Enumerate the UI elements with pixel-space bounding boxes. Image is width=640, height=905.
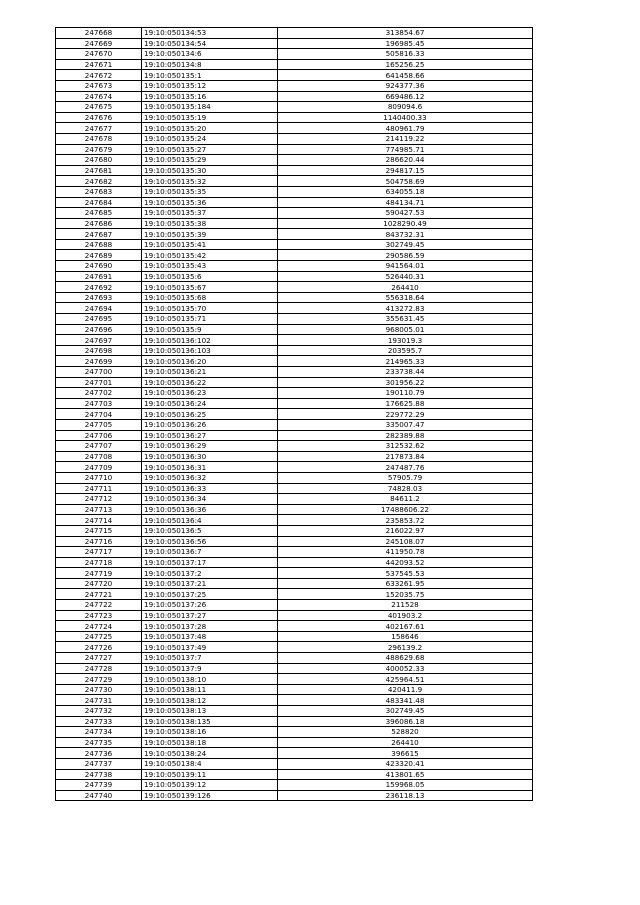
row-number-cell: 247720	[56, 578, 142, 589]
cadastral-number-cell: 19:10:050135:41	[142, 239, 278, 250]
row-number-cell: 247713	[56, 504, 142, 515]
cadastral-number-cell: 19:10:050137:48	[142, 631, 278, 642]
cadastral-number-cell: 19:10:050137:26	[142, 600, 278, 611]
value-cell: 247487.76	[278, 462, 533, 473]
table-row	[56, 112, 533, 123]
table-row	[56, 462, 533, 473]
table-row	[56, 303, 533, 314]
row-number-cell: 247733	[56, 716, 142, 727]
row-number-cell: 247695	[56, 314, 142, 325]
row-number-cell: 247705	[56, 419, 142, 430]
table-row	[56, 367, 533, 378]
row-number-cell: 247737	[56, 758, 142, 769]
table-row	[56, 133, 533, 144]
cadastral-number-cell: 19:10:050136:24	[142, 398, 278, 409]
cadastral-number-cell: 19:10:050138:11	[142, 684, 278, 695]
cadastral-number-cell: 19:10:050137:49	[142, 642, 278, 653]
table-row	[56, 483, 533, 494]
value-cell: 484134.71	[278, 197, 533, 208]
cadastral-number-cell: 19:10:050137:9	[142, 663, 278, 674]
value-cell: 294817.15	[278, 165, 533, 176]
value-cell: 924377.36	[278, 80, 533, 91]
value-cell: 290586.59	[278, 250, 533, 261]
table-row	[56, 790, 533, 801]
row-number-cell: 247671	[56, 59, 142, 70]
cadastral-number-cell: 19:10:050136:30	[142, 451, 278, 462]
value-cell: 355631.45	[278, 314, 533, 325]
value-cell: 193019.3	[278, 335, 533, 346]
cadastral-number-cell: 19:10:050135:12	[142, 80, 278, 91]
table-row	[56, 49, 533, 60]
row-number-cell: 247668	[56, 28, 142, 39]
table-row	[56, 515, 533, 526]
row-number-cell: 247738	[56, 769, 142, 780]
cadastral-number-cell: 19:10:050136:7	[142, 547, 278, 558]
table-row	[56, 547, 533, 558]
table-row	[56, 684, 533, 695]
cadastral-number-cell: 19:10:050135:6	[142, 271, 278, 282]
table-row	[56, 186, 533, 197]
table-row	[56, 377, 533, 388]
cadastral-number-cell: 19:10:050139:11	[142, 769, 278, 780]
value-cell: 413272.83	[278, 303, 533, 314]
table-row	[56, 197, 533, 208]
value-cell: 301956.22	[278, 377, 533, 388]
table-row	[56, 335, 533, 346]
row-number-cell: 247683	[56, 186, 142, 197]
row-number-cell: 247736	[56, 748, 142, 759]
table-row	[56, 716, 533, 727]
cadastral-number-cell: 19:10:050136:23	[142, 388, 278, 399]
value-cell: 483341.48	[278, 695, 533, 706]
table-row	[56, 155, 533, 166]
value-cell: 941564.01	[278, 261, 533, 272]
value-cell: 413801.65	[278, 769, 533, 780]
row-number-cell: 247715	[56, 525, 142, 536]
cadastral-number-cell: 19:10:050136:29	[142, 441, 278, 452]
value-cell: 302749.45	[278, 706, 533, 717]
cadastral-number-cell: 19:10:050136:22	[142, 377, 278, 388]
table-row	[56, 388, 533, 399]
value-cell: 74828.03	[278, 483, 533, 494]
row-number-cell: 247728	[56, 663, 142, 674]
cadastral-number-cell: 19:10:050136:27	[142, 430, 278, 441]
row-number-cell: 247740	[56, 790, 142, 801]
row-number-cell: 247714	[56, 515, 142, 526]
cadastral-number-cell: 19:10:050138:16	[142, 727, 278, 738]
row-number-cell: 247698	[56, 345, 142, 356]
cadastral-number-cell: 19:10:050135:19	[142, 112, 278, 123]
table-row	[56, 229, 533, 240]
table-row	[56, 239, 533, 250]
value-cell: 396086.18	[278, 716, 533, 727]
row-number-cell: 247676	[56, 112, 142, 123]
table-row	[56, 271, 533, 282]
table-row	[56, 642, 533, 653]
table-row	[56, 419, 533, 430]
table-row	[56, 557, 533, 568]
row-number-cell: 247670	[56, 49, 142, 60]
value-cell: 641458.66	[278, 70, 533, 81]
row-number-cell: 247726	[56, 642, 142, 653]
row-number-cell: 247693	[56, 292, 142, 303]
table-row	[56, 59, 533, 70]
table-row	[56, 345, 533, 356]
table-row	[56, 176, 533, 187]
value-cell: 488629.68	[278, 653, 533, 664]
row-number-cell: 247725	[56, 631, 142, 642]
table-row	[56, 472, 533, 483]
cadastral-number-cell: 19:10:050138:12	[142, 695, 278, 706]
row-number-cell: 247718	[56, 557, 142, 568]
row-number-cell: 247686	[56, 218, 142, 229]
table-row	[56, 80, 533, 91]
cadastral-number-cell: 19:10:050135:24	[142, 133, 278, 144]
cadastral-number-cell: 19:10:050136:102	[142, 335, 278, 346]
table-row	[56, 578, 533, 589]
row-number-cell: 247708	[56, 451, 142, 462]
value-cell: 669486.12	[278, 91, 533, 102]
cadastral-number-cell: 19:10:050135:38	[142, 218, 278, 229]
row-number-cell: 247721	[56, 589, 142, 600]
value-cell: 401903.2	[278, 610, 533, 621]
cadastral-number-cell: 19:10:050135:32	[142, 176, 278, 187]
row-number-cell: 247722	[56, 600, 142, 611]
table-row	[56, 314, 533, 325]
value-cell: 556318.64	[278, 292, 533, 303]
cadastral-number-cell: 19:10:050135:16	[142, 91, 278, 102]
table-row	[56, 208, 533, 219]
row-number-cell: 247684	[56, 197, 142, 208]
value-cell: 425964.51	[278, 674, 533, 685]
cadastral-number-cell: 19:10:050137:21	[142, 578, 278, 589]
value-cell: 396615	[278, 748, 533, 759]
value-cell: 537545.53	[278, 568, 533, 579]
value-cell: 590427.53	[278, 208, 533, 219]
row-number-cell: 247716	[56, 536, 142, 547]
cadastral-number-cell: 19:10:050138:18	[142, 737, 278, 748]
row-number-cell: 247710	[56, 472, 142, 483]
value-cell: 420411.9	[278, 684, 533, 695]
cadastral-number-cell: 19:10:050135:37	[142, 208, 278, 219]
row-number-cell: 247712	[56, 494, 142, 505]
table-row	[56, 165, 533, 176]
table-row	[56, 123, 533, 134]
value-cell: 165256.25	[278, 59, 533, 70]
table-row	[56, 218, 533, 229]
cadastral-number-cell: 19:10:050135:71	[142, 314, 278, 325]
cadastral-number-cell: 19:10:050139:126	[142, 790, 278, 801]
value-cell: 528820	[278, 727, 533, 738]
row-number-cell: 247702	[56, 388, 142, 399]
row-number-cell: 247692	[56, 282, 142, 293]
cadastral-number-cell: 19:10:050136:21	[142, 367, 278, 378]
row-number-cell: 247719	[56, 568, 142, 579]
value-cell: 152035.75	[278, 589, 533, 600]
value-cell: 400052.33	[278, 663, 533, 674]
value-cell: 57905.79	[278, 472, 533, 483]
value-cell: 84611.2	[278, 494, 533, 505]
cadastral-number-cell: 19:10:050136:26	[142, 419, 278, 430]
value-cell: 504758.69	[278, 176, 533, 187]
row-number-cell: 247709	[56, 462, 142, 473]
row-number-cell: 247734	[56, 727, 142, 738]
cadastral-number-cell: 19:10:050135:36	[142, 197, 278, 208]
value-cell: 282389.88	[278, 430, 533, 441]
cadastral-number-cell: 19:10:050135:67	[142, 282, 278, 293]
cadastral-number-cell: 19:10:050135:70	[142, 303, 278, 314]
cadastral-number-cell: 19:10:050135:30	[142, 165, 278, 176]
row-number-cell: 247729	[56, 674, 142, 685]
value-cell: 411950.78	[278, 547, 533, 558]
value-cell: 158646	[278, 631, 533, 642]
cadastral-number-cell: 19:10:050134:54	[142, 38, 278, 49]
value-cell: 264410	[278, 737, 533, 748]
table-row	[56, 631, 533, 642]
value-cell: 236118.13	[278, 790, 533, 801]
cadastral-number-cell: 19:10:050135:39	[142, 229, 278, 240]
row-number-cell: 247703	[56, 398, 142, 409]
row-number-cell: 247739	[56, 780, 142, 791]
row-number-cell: 247706	[56, 430, 142, 441]
row-number-cell: 247694	[56, 303, 142, 314]
value-cell: 214119.22	[278, 133, 533, 144]
cadastral-number-cell: 19:10:050136:5	[142, 525, 278, 536]
table-body	[56, 28, 533, 801]
row-number-cell: 247681	[56, 165, 142, 176]
cadastral-number-cell: 19:10:050136:103	[142, 345, 278, 356]
cadastral-number-cell: 19:10:050135:29	[142, 155, 278, 166]
cadastral-number-cell: 19:10:050135:27	[142, 144, 278, 155]
table-row	[56, 494, 533, 505]
table-row	[56, 409, 533, 420]
value-cell: 176625.88	[278, 398, 533, 409]
cadastral-number-cell: 19:10:050135:42	[142, 250, 278, 261]
cadastral-number-cell: 19:10:050136:33	[142, 483, 278, 494]
row-number-cell: 247717	[56, 547, 142, 558]
value-cell: 302749.45	[278, 239, 533, 250]
value-cell: 1140400.33	[278, 112, 533, 123]
table-row	[56, 663, 533, 674]
cadastral-number-cell: 19:10:050138:10	[142, 674, 278, 685]
row-number-cell: 247673	[56, 80, 142, 91]
value-cell: 402167.61	[278, 621, 533, 632]
table-row	[56, 102, 533, 113]
table-row	[56, 525, 533, 536]
row-number-cell: 247697	[56, 335, 142, 346]
table-row	[56, 600, 533, 611]
row-number-cell: 247701	[56, 377, 142, 388]
table-row	[56, 589, 533, 600]
cadastral-number-cell: 19:10:050136:4	[142, 515, 278, 526]
value-cell: 809094.6	[278, 102, 533, 113]
value-cell: 17488606.22	[278, 504, 533, 515]
table-row	[56, 38, 533, 49]
value-cell: 216022.97	[278, 525, 533, 536]
table-row	[56, 292, 533, 303]
table-row	[56, 28, 533, 39]
row-number-cell: 247704	[56, 409, 142, 420]
row-number-cell: 247711	[56, 483, 142, 494]
cadastral-number-cell: 19:10:050135:184	[142, 102, 278, 113]
value-cell: 505816.33	[278, 49, 533, 60]
table-row	[56, 674, 533, 685]
value-cell: 312532.62	[278, 441, 533, 452]
table-row	[56, 695, 533, 706]
table-row	[56, 144, 533, 155]
value-cell: 235853.72	[278, 515, 533, 526]
cadastral-number-cell: 19:10:050136:25	[142, 409, 278, 420]
row-number-cell: 247731	[56, 695, 142, 706]
value-cell: 286620.44	[278, 155, 533, 166]
value-cell: 442093.52	[278, 557, 533, 568]
table-row	[56, 324, 533, 335]
value-cell: 217873.84	[278, 451, 533, 462]
cadastral-number-cell: 19:10:050136:34	[142, 494, 278, 505]
row-number-cell: 247679	[56, 144, 142, 155]
cadastral-number-cell: 19:10:050134:6	[142, 49, 278, 60]
row-number-cell: 247707	[56, 441, 142, 452]
table-row	[56, 610, 533, 621]
value-cell: 159968.05	[278, 780, 533, 791]
cadastral-number-cell: 19:10:050137:7	[142, 653, 278, 664]
value-cell: 229772.29	[278, 409, 533, 420]
value-cell: 313854.67	[278, 28, 533, 39]
row-number-cell: 247735	[56, 737, 142, 748]
value-cell: 190110.79	[278, 388, 533, 399]
row-number-cell: 247688	[56, 239, 142, 250]
row-number-cell: 247680	[56, 155, 142, 166]
table-row	[56, 250, 533, 261]
table-row	[56, 769, 533, 780]
row-number-cell: 247675	[56, 102, 142, 113]
cadastral-number-cell: 19:10:050136:36	[142, 504, 278, 515]
value-cell: 634055.18	[278, 186, 533, 197]
row-number-cell: 247687	[56, 229, 142, 240]
row-number-cell: 247699	[56, 356, 142, 367]
cadastral-number-cell: 19:10:050138:4	[142, 758, 278, 769]
table-row	[56, 504, 533, 515]
cadastral-number-cell: 19:10:050135:9	[142, 324, 278, 335]
cadastral-number-cell: 19:10:050135:35	[142, 186, 278, 197]
cadastral-number-cell: 19:10:050138:135	[142, 716, 278, 727]
row-number-cell: 247682	[56, 176, 142, 187]
value-cell: 335007.47	[278, 419, 533, 430]
row-number-cell: 247727	[56, 653, 142, 664]
row-number-cell: 247669	[56, 38, 142, 49]
cadastral-number-cell: 19:10:050134:53	[142, 28, 278, 39]
row-number-cell: 247732	[56, 706, 142, 717]
table-row	[56, 356, 533, 367]
cadastral-number-cell: 19:10:050135:68	[142, 292, 278, 303]
table-row	[56, 706, 533, 717]
cadastral-number-cell: 19:10:050139:12	[142, 780, 278, 791]
row-number-cell: 247723	[56, 610, 142, 621]
cadastral-number-cell: 19:10:050134:8	[142, 59, 278, 70]
table-row	[56, 568, 533, 579]
row-number-cell: 247724	[56, 621, 142, 632]
value-cell: 526440.31	[278, 271, 533, 282]
data-table	[55, 27, 533, 801]
table-row	[56, 441, 533, 452]
table-row	[56, 536, 533, 547]
value-cell: 214965.33	[278, 356, 533, 367]
cadastral-number-cell: 19:10:050137:27	[142, 610, 278, 621]
value-cell: 633261.95	[278, 578, 533, 589]
cadastral-number-cell: 19:10:050137:28	[142, 621, 278, 632]
row-number-cell: 247691	[56, 271, 142, 282]
value-cell: 480961.79	[278, 123, 533, 134]
row-number-cell: 247689	[56, 250, 142, 261]
value-cell: 968005.01	[278, 324, 533, 335]
value-cell: 196985.45	[278, 38, 533, 49]
table-row	[56, 758, 533, 769]
table-row	[56, 70, 533, 81]
row-number-cell: 247696	[56, 324, 142, 335]
cadastral-number-cell: 19:10:050135:43	[142, 261, 278, 272]
row-number-cell: 247700	[56, 367, 142, 378]
value-cell: 203595.7	[278, 345, 533, 356]
table-row	[56, 653, 533, 664]
value-cell: 233738.44	[278, 367, 533, 378]
row-number-cell: 247690	[56, 261, 142, 272]
value-cell: 1028290.49	[278, 218, 533, 229]
value-cell: 423320.41	[278, 758, 533, 769]
row-number-cell: 247677	[56, 123, 142, 134]
row-number-cell: 247678	[56, 133, 142, 144]
cadastral-number-cell: 19:10:050138:13	[142, 706, 278, 717]
table-row	[56, 451, 533, 462]
row-number-cell: 247672	[56, 70, 142, 81]
cadastral-number-cell: 19:10:050136:20	[142, 356, 278, 367]
table-row	[56, 261, 533, 272]
cadastral-number-cell: 19:10:050136:56	[142, 536, 278, 547]
value-cell: 264410	[278, 282, 533, 293]
table-row	[56, 91, 533, 102]
table-row	[56, 727, 533, 738]
cadastral-number-cell: 19:10:050137:17	[142, 557, 278, 568]
table-row	[56, 282, 533, 293]
value-cell: 774985.71	[278, 144, 533, 155]
table-row	[56, 430, 533, 441]
value-cell: 245108.07	[278, 536, 533, 547]
row-number-cell: 247674	[56, 91, 142, 102]
table-row	[56, 737, 533, 748]
table-row	[56, 621, 533, 632]
row-number-cell: 247685	[56, 208, 142, 219]
cadastral-number-cell: 19:10:050135:20	[142, 123, 278, 134]
cadastral-number-cell: 19:10:050135:1	[142, 70, 278, 81]
table-row	[56, 398, 533, 409]
value-cell: 296139.2	[278, 642, 533, 653]
cadastral-number-cell: 19:10:050136:32	[142, 472, 278, 483]
table-row	[56, 748, 533, 759]
cadastral-number-cell: 19:10:050137:25	[142, 589, 278, 600]
cadastral-number-cell: 19:10:050137:2	[142, 568, 278, 579]
cadastral-number-cell: 19:10:050138:24	[142, 748, 278, 759]
cadastral-number-cell: 19:10:050136:31	[142, 462, 278, 473]
table-row	[56, 780, 533, 791]
value-cell: 211528	[278, 600, 533, 611]
value-cell: 843732.31	[278, 229, 533, 240]
row-number-cell: 247730	[56, 684, 142, 695]
